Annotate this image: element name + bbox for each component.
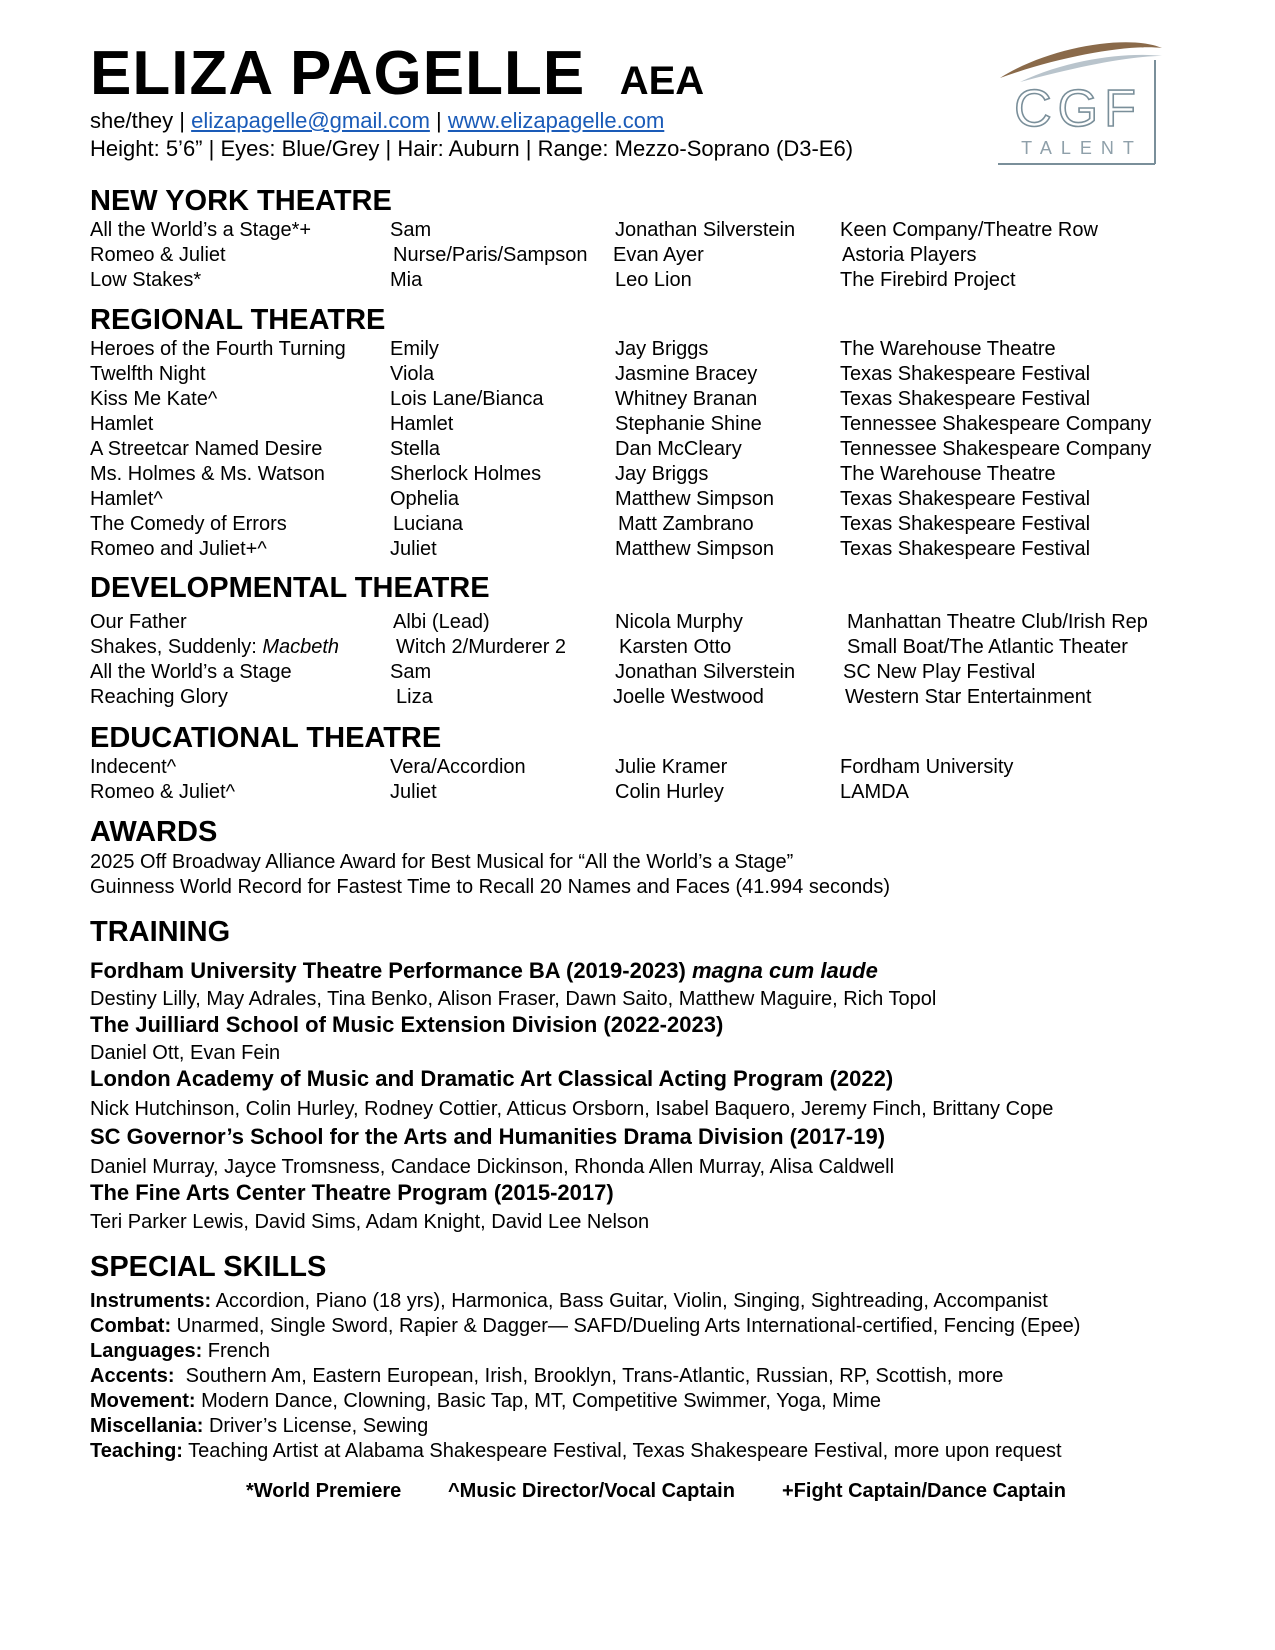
credit-title: All the World’s a Stage*+: [90, 219, 312, 241]
credit-row: [90, 781, 1190, 806]
training-school: London Academy of Music and Dramatic Art Classical Acting Program (2022): [90, 1066, 894, 1091]
credit-venue: LAMDA: [840, 781, 909, 803]
training-school: The Juilliard School of Music Extension Division (2022-2023): [90, 1012, 724, 1037]
credit-title: Our Father: [90, 611, 187, 633]
skill-label: Teaching:: [90, 1440, 183, 1462]
credit-venue: Texas Shakespeare Festival: [840, 488, 1091, 510]
skill-text: Driver’s License, Sewing: [203, 1415, 429, 1437]
credit-title-prefix: Shakes, Suddenly:: [90, 636, 263, 658]
section-regional-heading: REGIONAL THEATRE: [90, 304, 386, 336]
separator: |: [429, 108, 448, 133]
award-item: 2025 Off Broadway Alliance Award for Best Musical for “All the World’s a Stage”: [90, 851, 794, 873]
credit-row: [90, 388, 1190, 413]
credit-role: Hamlet: [390, 413, 454, 435]
credit-row: [90, 661, 1190, 686]
skill-text: Teaching Artist at Alabama Shakespeare Festival, Texas Shakespeare Festival, more upon request: [182, 1440, 1062, 1462]
credit-venue: Keen Company/Theatre Row: [840, 219, 1098, 241]
credit-director: Jonathan Silverstein: [615, 661, 796, 683]
credit-role: Sherlock Holmes: [390, 463, 542, 485]
credit-venue: Texas Shakespeare Festival: [840, 388, 1091, 410]
credit-director: Matthew Simpson: [615, 488, 774, 510]
credit-role: Witch 2/Murderer 2: [396, 636, 567, 658]
section-skills-heading: SPECIAL SKILLS: [90, 1251, 327, 1283]
section-training-heading: TRAINING: [90, 916, 231, 948]
credit-director: Whitney Branan: [615, 388, 758, 410]
training-teachers: Daniel Murray, Jayce Tromsness, Candace Dickinson, Rhonda Allen Murray, Alisa Caldwell: [90, 1156, 895, 1178]
credit-role: Juliet: [390, 538, 437, 560]
logo-text-cgf: CGF: [1014, 80, 1142, 138]
credit-title: Kiss Me Kate^: [90, 388, 218, 410]
credit-venue: Texas Shakespeare Festival: [840, 363, 1091, 385]
credit-venue: The Warehouse Theatre: [840, 338, 1056, 360]
credit-venue: Small Boat/The Atlantic Theater: [847, 636, 1128, 658]
training-school: [90, 958, 878, 984]
credit-venue: Astoria Players: [842, 244, 977, 266]
legend-fight-captain: +Fight Captain/Dance Captain: [782, 1480, 1066, 1502]
legend-music-director: ^Music Director/Vocal Captain: [448, 1480, 735, 1502]
credit-row: [90, 636, 1190, 661]
credit-director: Jay Briggs: [615, 463, 709, 485]
physical-stats: Height: 5’6” | Eyes: Blue/Grey | Hair: Auburn | Range: Mezzo-Soprano (D3-E6): [90, 136, 854, 161]
credit-director: Karsten Otto: [619, 636, 732, 658]
credit-title: [90, 636, 339, 659]
credit-director: Jasmine Bracey: [615, 363, 758, 385]
skill-text: Unarmed, Single Sword, Rapier & Dagger— SAFD/Dueling Arts International-certified, Fencing (Epee): [171, 1315, 1081, 1337]
credit-title: Ms. Holmes & Ms. Watson: [90, 463, 325, 485]
credit-director: Evan Ayer: [613, 244, 704, 266]
skill-item: [90, 1315, 1080, 1338]
skill-text: French: [202, 1340, 271, 1362]
credit-title: All the World’s a Stage: [90, 661, 292, 683]
skill-label: Accents:: [90, 1365, 175, 1387]
credit-title: Hamlet^: [90, 488, 163, 510]
credit-role: Emily: [390, 338, 439, 360]
credit-role: Stella: [390, 438, 441, 460]
credit-role: Sam: [390, 219, 432, 241]
credit-title: Twelfth Night: [90, 363, 206, 385]
credit-row: [90, 686, 1190, 711]
logo-text-talent: TALENT: [1021, 138, 1143, 158]
training-school: SC Governor’s School for the Arts and Humanities Drama Division (2017-19): [90, 1124, 886, 1149]
credit-director: Matthew Simpson: [615, 538, 774, 560]
credit-title: Heroes of the Fourth Turning: [90, 338, 346, 360]
credit-title: Romeo & Juliet: [90, 244, 226, 266]
union-affiliation: AEA: [619, 59, 705, 103]
contact-line: [90, 108, 664, 134]
credit-title: A Streetcar Named Desire: [90, 438, 323, 460]
pronouns: she/they: [90, 108, 174, 133]
credit-row: [90, 438, 1190, 463]
credit-role: Liza: [396, 686, 433, 708]
credit-row: [90, 538, 1190, 563]
skill-item: [90, 1415, 428, 1438]
credit-role: Luciana: [393, 513, 464, 535]
credit-venue: Tennessee Shakespeare Company: [840, 413, 1152, 435]
credit-row: [90, 244, 1190, 269]
email-link[interactable]: elizapagelle@gmail.com: [191, 108, 430, 133]
credit-director: Joelle Westwood: [613, 686, 764, 708]
credit-role: Nurse/Paris/Sampson: [393, 244, 588, 266]
school-name: Fordham University Theatre Performance BA (2019-2023): [90, 958, 692, 983]
skill-item: [90, 1340, 270, 1363]
skill-text: Modern Dance, Clowning, Basic Tap, MT, Competitive Swimmer, Yoga, Mime: [195, 1390, 882, 1412]
credit-director: Jay Briggs: [615, 338, 709, 360]
credit-title: Hamlet: [90, 413, 154, 435]
credit-venue: Tennessee Shakespeare Company: [840, 438, 1152, 460]
credit-director: Julie Kramer: [615, 756, 728, 778]
credit-title: Reaching Glory: [90, 686, 228, 708]
credit-row: [90, 756, 1190, 781]
training-teachers: Daniel Ott, Evan Fein: [90, 1042, 281, 1064]
credit-role: Ophelia: [390, 488, 459, 510]
skill-text: Southern Am, Eastern European, Irish, Brooklyn, Trans-Atlantic, Russian, RP, Scottish, more: [174, 1365, 1004, 1387]
credit-row: [90, 413, 1190, 438]
credit-row: [90, 513, 1190, 538]
skill-label: Movement:: [90, 1390, 196, 1412]
credit-title: The Comedy of Errors: [90, 513, 287, 535]
logo-swoosh: [1000, 42, 1162, 78]
credit-venue: Texas Shakespeare Festival: [840, 513, 1091, 535]
credit-venue: The Warehouse Theatre: [840, 463, 1056, 485]
skill-item: [90, 1440, 1062, 1463]
credit-director: Nicola Murphy: [615, 611, 743, 633]
credit-venue: SC New Play Festival: [843, 661, 1036, 683]
credit-venue: Texas Shakespeare Festival: [840, 538, 1091, 560]
credit-director: Jonathan Silverstein: [615, 219, 796, 241]
training-school: The Fine Arts Center Theatre Program (2015-2017): [90, 1180, 614, 1205]
credit-director: Colin Hurley: [615, 781, 724, 803]
credit-row: [90, 611, 1190, 636]
credit-row: [90, 219, 1190, 244]
training-teachers: Destiny Lilly, May Adrales, Tina Benko, Alison Fraser, Dawn Saito, Matthew Maguire, Rich Topol: [90, 988, 937, 1010]
credit-role: Lois Lane/Bianca: [390, 388, 544, 410]
section-developmental-heading: DEVELOPMENTAL THEATRE: [90, 572, 490, 604]
skill-text: Accordion, Piano (18 yrs), Harmonica, Bass Guitar, Violin, Singing, Sightreading, Accompanist: [211, 1290, 1048, 1312]
skill-label: Combat:: [90, 1315, 172, 1337]
section-educational-heading: EDUCATIONAL THEATRE: [90, 722, 442, 754]
training-teachers: Teri Parker Lewis, David Sims, Adam Knight, David Lee Nelson: [90, 1211, 650, 1233]
credit-director: Matt Zambrano: [618, 513, 754, 535]
skill-label: Miscellania:: [90, 1415, 204, 1437]
credit-role: Juliet: [390, 781, 437, 803]
skill-item: [90, 1390, 881, 1413]
credit-venue: The Firebird Project: [840, 269, 1016, 291]
credit-role: Albi (Lead): [393, 611, 490, 633]
credit-row: [90, 338, 1190, 363]
award-item: Guinness World Record for Fastest Time to Recall 20 Names and Faces (41.994 seconds): [90, 876, 890, 898]
credit-venue: Fordham University: [840, 756, 1014, 778]
credit-title: Indecent^: [90, 756, 177, 778]
credit-row: [90, 463, 1190, 488]
credit-venue: Manhattan Theatre Club/Irish Rep: [847, 611, 1148, 633]
credit-venue: Western Star Entertainment: [845, 686, 1092, 708]
credit-director: Stephanie Shine: [615, 413, 762, 435]
credit-title: Romeo and Juliet+^: [90, 538, 267, 560]
training-teachers: Nick Hutchinson, Colin Hurley, Rodney Cottier, Atticus Orsborn, Isabel Baquero, Jeremy Finch, Brittany Cope: [90, 1098, 1054, 1120]
section-new-york-heading: NEW YORK THEATRE: [90, 185, 392, 217]
skill-label: Instruments:: [90, 1290, 212, 1312]
credit-title: Low Stakes*: [90, 269, 202, 291]
skill-item: [90, 1365, 1003, 1388]
credit-row: [90, 363, 1190, 388]
separator: |: [173, 108, 192, 133]
actor-name: ELIZA PAGELLE: [90, 39, 586, 108]
credit-director: Leo Lion: [615, 269, 692, 291]
legend-world-premiere: *World Premiere: [246, 1480, 402, 1502]
credit-title-italic: Macbeth: [262, 636, 340, 658]
credit-row: [90, 488, 1190, 513]
credit-director: Dan McCleary: [615, 438, 742, 460]
resume-header: [90, 38, 704, 109]
skill-label: Languages:: [90, 1340, 203, 1362]
school-honor: magna cum laude: [691, 958, 878, 983]
cgf-talent-logo: [990, 26, 1170, 176]
credit-role: Mia: [390, 269, 423, 291]
website-link[interactable]: www.elizapagelle.com: [447, 108, 665, 133]
skill-item: [90, 1290, 1048, 1313]
credit-role: Vera/Accordion: [390, 756, 526, 778]
section-awards-heading: AWARDS: [90, 816, 218, 848]
credit-role: Sam: [390, 661, 432, 683]
credit-role: Viola: [390, 363, 435, 385]
credit-title: Romeo & Juliet^: [90, 781, 235, 803]
credit-row: [90, 269, 1190, 294]
